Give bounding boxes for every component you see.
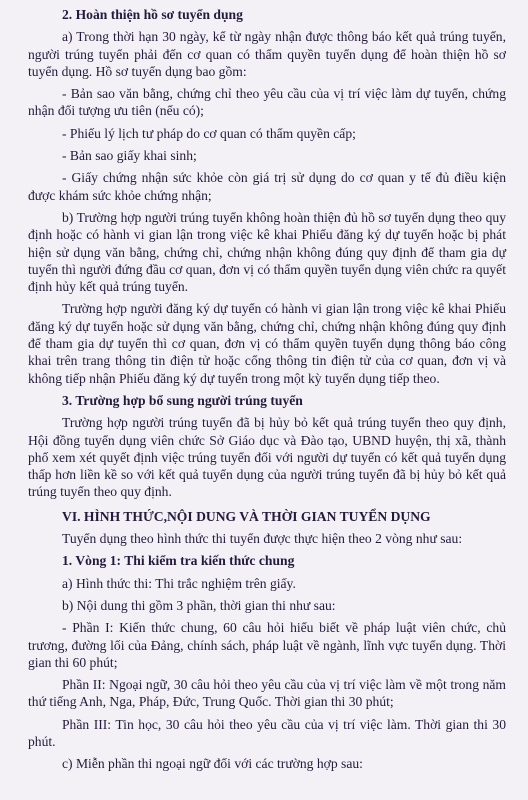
section-6-heading: VI. HÌNH THỨC,NỘI DUNG VÀ THỜI GIAN TUYỂN DỤNG	[62, 508, 431, 524]
round-1-part-1: - Phần I: Kiến thức chung, 60 câu hỏi hiểu biết về pháp luật viên chức, chủ trương, đường lối của Đảng, chính sách, pháp luật về ngành, lĩnh vực tuyển dụng. Thời gian thi 60 phút;	[28, 620, 506, 670]
section-2-list-item: - Phiếu lý lịch tư pháp do cơ quan có thẩm quyền cấp;	[62, 125, 356, 141]
section-3-paragraph: Trường hợp người trúng tuyển đã bị hủy bỏ kết quả trúng tuyển theo quy định, Hội đồng tuyển dụng viên chức Sở Giáo dục và Đào tạo, UBND huyện, thị xã, thành phố xem xét quyết định việc trúng tuyển đối với người dự tuyển có kết quả tuyển dụng thấp hơn liền kề so với kết quả tuyển dụng của người trúng tuyển đã bị hủy bỏ kết quả trúng tuyển theo quy định.	[28, 415, 506, 500]
round-1-heading: 1. Vòng 1: Thi kiểm tra kiến thức chung	[62, 553, 295, 569]
round-1-part-3: Phần III: Tin học, 30 câu hỏi theo yêu cầu của vị trí việc làm. Thời gian thi 30 phút.	[28, 716, 506, 749]
section-3-heading: 3. Trường hợp bổ sung người trúng tuyển	[62, 392, 303, 408]
round-1-item-c: c) Miễn phần thi ngoại ngữ đối với các trường hợp sau:	[62, 756, 363, 772]
section-2-paragraph-c: Trường hợp người đăng ký dự tuyển có hành vi gian lận trong việc kê khai Phiếu đăng ký dự tuyển hoặc sử dụng văn bằng, chứng chỉ, chứng nhận không đúng quy định để tham gia dự tuyển thì cơ quan, đơn vị có thẩm quyền tuyển dụng thông báo công khai trên trang thông tin điện tử hoặc cổng thông tin điện tử của cơ quan, đơn vị và không tiếp nhận Phiếu đăng ký dự tuyển trong một kỳ tuyển dụng tiếp theo.	[28, 301, 506, 386]
section-6-intro: Tuyển dụng theo hình thức thi tuyển được thực hiện theo 2 vòng như sau:	[62, 531, 463, 547]
section-2-paragraph-b: b) Trường hợp người trúng tuyển không hoàn thiện đủ hồ sơ tuyển dụng theo quy định hoặc có hành vi gian lận trong việc kê khai Phiếu đăng ký dự tuyển hoặc bị phát hiện sử dụng văn bằng, chứng chỉ, chứng nhận không đúng quy định để tham gia dự tuyển thì người đứng đầu cơ quan, đơn vị có thẩm quyền tuyển dụng viên chức ra quyết định hủy kết quả trúng tuyển.	[28, 209, 506, 295]
round-1-part-2: Phần II: Ngoại ngữ, 30 câu hỏi theo yêu cầu của vị trí việc làm về một trong năm thứ tiếng Anh, Nga, Pháp, Đức, Trung Quốc. Thời gian thi 30 phút;	[28, 677, 506, 710]
section-2-heading: 2. Hoàn thiện hồ sơ tuyển dụng	[62, 7, 243, 22]
section-2-list-item: - Bản sao văn bằng, chứng chỉ theo yêu cầu của vị trí việc làm dự tuyển, chứng nhận đối tượng ưu tiên (nếu có);	[28, 86, 506, 119]
section-2-list-item: - Bản sao giấy khai sinh;	[62, 148, 197, 164]
section-2-list-item: - Giấy chứng nhận sức khỏe còn giá trị sử dụng do cơ quan y tế đủ điều kiện được khám sức khỏe chứng nhận;	[28, 170, 506, 203]
section-2-paragraph-a: a) Trong thời hạn 30 ngày, kể từ ngày nhận được thông báo kết quả trúng tuyển, người trúng tuyển phải đến cơ quan có thẩm quyền tuyển dụng để hoàn thiện hồ sơ tuyển dụng. Hồ sơ tuyển dụng bao gồm:	[28, 29, 506, 79]
round-1-item-a: a) Hình thức thi: Thi trắc nghiệm trên giấy.	[62, 575, 296, 591]
round-1-item-b: b) Nội dung thi gồm 3 phần, thời gian thi như sau:	[62, 597, 336, 613]
